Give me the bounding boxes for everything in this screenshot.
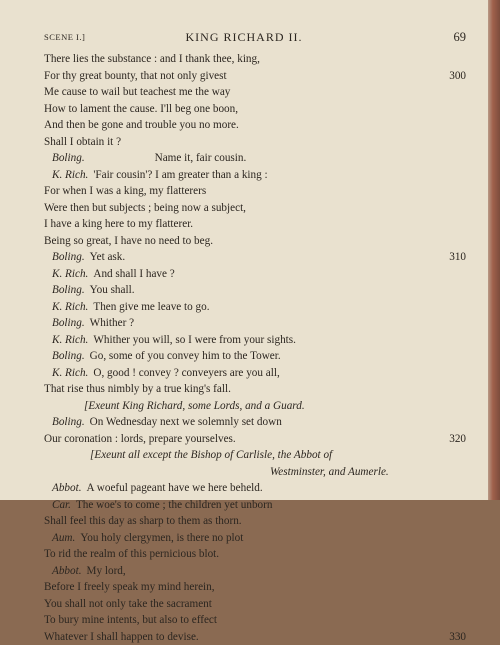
text-line xyxy=(0,249,488,266)
line-content xyxy=(52,299,210,316)
line-text: To rid the realm of this pernicious blot. xyxy=(44,548,219,560)
text-line xyxy=(0,579,488,596)
line-text: Me cause to wail but teachest me the way xyxy=(44,86,230,98)
line-text: O, good ! convey ? conveyers are you all, xyxy=(93,367,279,379)
text-line xyxy=(0,612,488,629)
line-text: On Wednesday next we solemnly set down xyxy=(90,416,282,428)
text-line xyxy=(0,480,488,497)
text-line xyxy=(0,51,488,68)
line-content xyxy=(44,200,246,217)
line-content xyxy=(52,150,246,167)
text-line xyxy=(0,84,488,101)
text-line xyxy=(0,167,488,184)
line-content xyxy=(44,216,193,233)
line-text: 'Fair cousin'? I am greater than a king : xyxy=(93,169,267,181)
line-text: Being so great, I have no need to beg. xyxy=(44,235,213,247)
speaker-name: K. Rich. xyxy=(52,301,88,313)
text-line xyxy=(0,315,488,332)
page-title: KING RICHARD II. xyxy=(0,30,488,45)
text-line xyxy=(0,266,488,283)
running-header xyxy=(0,30,488,46)
text-line xyxy=(0,414,488,431)
line-content xyxy=(44,233,213,250)
scene-label: SCENE I.] xyxy=(44,32,85,42)
line-text: Shall feel this day as sharp to them as thorn. xyxy=(44,515,242,527)
line-text: And then be gone and trouble you no more. xyxy=(44,119,239,131)
line-text: You shall not only take the sacrament xyxy=(44,598,212,610)
text-line xyxy=(0,447,488,464)
stage-direction: [Exeunt King Richard, some Lords, and a Guard. xyxy=(84,398,305,415)
line-number: 300 xyxy=(449,68,466,85)
speaker-name: K. Rich. xyxy=(52,268,88,280)
line-text: How to lament the cause. I'll beg one boon, xyxy=(44,103,238,115)
text-line xyxy=(0,68,488,85)
text-line xyxy=(0,546,488,563)
line-text: You shall. xyxy=(90,284,135,296)
line-content xyxy=(52,530,243,547)
line-content xyxy=(52,414,282,431)
line-content xyxy=(44,84,230,101)
line-text: A woeful pageant have we here beheld. xyxy=(87,482,263,494)
line-text: Before I freely speak my mind herein, xyxy=(44,581,215,593)
line-text: To bury mine intents, but also to effect xyxy=(44,614,217,626)
stage-direction: Westminster, and Aumerle. xyxy=(270,464,389,481)
text-line xyxy=(0,629,488,645)
stage-direction: [Exeunt all except the Bishop of Carlisle, the Abbot of xyxy=(90,447,332,464)
line-content xyxy=(52,563,126,580)
line-content xyxy=(52,497,272,514)
speaker-name: Boling. xyxy=(52,284,85,296)
speaker-name: Abbot. xyxy=(52,482,82,494)
line-text: Were then but subjects ; being now a subject, xyxy=(44,202,246,214)
line-content xyxy=(44,68,227,85)
line-number: 310 xyxy=(449,249,466,266)
line-content xyxy=(44,117,239,134)
line-content xyxy=(52,315,134,332)
text-line xyxy=(0,282,488,299)
text-line xyxy=(0,596,488,613)
play-text xyxy=(0,51,488,645)
text-line xyxy=(0,464,488,481)
line-content xyxy=(44,546,219,563)
text-line xyxy=(0,299,488,316)
line-content xyxy=(52,348,281,365)
line-content xyxy=(44,381,231,398)
line-text: Name it, fair cousin. xyxy=(155,152,247,164)
line-content xyxy=(44,629,199,645)
line-content xyxy=(52,282,135,299)
text-line xyxy=(0,530,488,547)
speaker-name: Boling. xyxy=(52,416,85,428)
line-text: You holy clergymen, is there no plot xyxy=(80,532,243,544)
text-line xyxy=(0,200,488,217)
text-line xyxy=(0,497,488,514)
text-line xyxy=(0,150,488,167)
line-text: Shall I obtain it ? xyxy=(44,136,121,148)
line-content xyxy=(44,513,242,530)
line-text: There lies the substance : and I thank thee, king, xyxy=(44,53,260,65)
speaker-name: Boling. xyxy=(52,152,85,164)
speaker-name: K. Rich. xyxy=(52,334,88,346)
text-line xyxy=(0,117,488,134)
speaker-name: Aum. xyxy=(52,532,75,544)
text-line xyxy=(0,348,488,365)
line-text: The woe's to come ; the children yet unborn xyxy=(76,499,273,511)
text-line xyxy=(0,381,488,398)
line-content xyxy=(44,51,260,68)
text-line xyxy=(0,563,488,580)
speaker-name: K. Rich. xyxy=(52,169,88,181)
text-line xyxy=(0,332,488,349)
text-line xyxy=(0,365,488,382)
line-text: For thy great bounty, that not only givest xyxy=(44,70,227,82)
line-text: And shall I have ? xyxy=(93,268,174,280)
line-content xyxy=(52,365,280,382)
line-content xyxy=(52,167,268,184)
line-text: Whatever I shall happen to devise. xyxy=(44,631,199,643)
line-text: Yet ask. xyxy=(90,251,126,263)
line-text: Whither ? xyxy=(90,317,134,329)
page-number: 69 xyxy=(454,30,467,45)
line-text: Go, some of you convey him to the Tower. xyxy=(90,350,281,362)
line-content xyxy=(44,134,121,151)
speaker-name: Boling. xyxy=(52,350,85,362)
line-text: Whither you will, so I were from your sights. xyxy=(93,334,296,346)
text-line xyxy=(0,216,488,233)
book-edge xyxy=(488,0,500,500)
line-content xyxy=(44,431,236,448)
line-text: For when I was a king, my flatterers xyxy=(44,185,206,197)
text-line xyxy=(0,398,488,415)
speaker-name: Car. xyxy=(52,499,71,511)
text-line xyxy=(0,134,488,151)
line-content xyxy=(52,249,125,266)
line-text: My lord, xyxy=(87,565,126,577)
line-content xyxy=(52,480,263,497)
speaker-name: Boling. xyxy=(52,317,85,329)
line-content xyxy=(44,596,212,613)
text-line xyxy=(0,101,488,118)
line-content xyxy=(52,332,296,349)
line-number: 330 xyxy=(449,629,466,645)
line-content xyxy=(44,101,238,118)
line-text: Then give me leave to go. xyxy=(93,301,209,313)
text-line xyxy=(0,513,488,530)
line-content xyxy=(52,266,175,283)
line-text: Our coronation : lords, prepare yourselves. xyxy=(44,433,236,445)
speaker-name: Abbot. xyxy=(52,565,82,577)
line-content xyxy=(44,579,215,596)
line-text: That rise thus nimbly by a true king's fall. xyxy=(44,383,231,395)
speaker-name: Boling. xyxy=(52,251,85,263)
line-number: 320 xyxy=(449,431,466,448)
text-line xyxy=(0,183,488,200)
text-line xyxy=(0,431,488,448)
line-content xyxy=(44,183,206,200)
speaker-name: K. Rich. xyxy=(52,367,88,379)
text-line xyxy=(0,233,488,250)
line-text: I have a king here to my flatterer. xyxy=(44,218,193,230)
line-content xyxy=(44,612,217,629)
